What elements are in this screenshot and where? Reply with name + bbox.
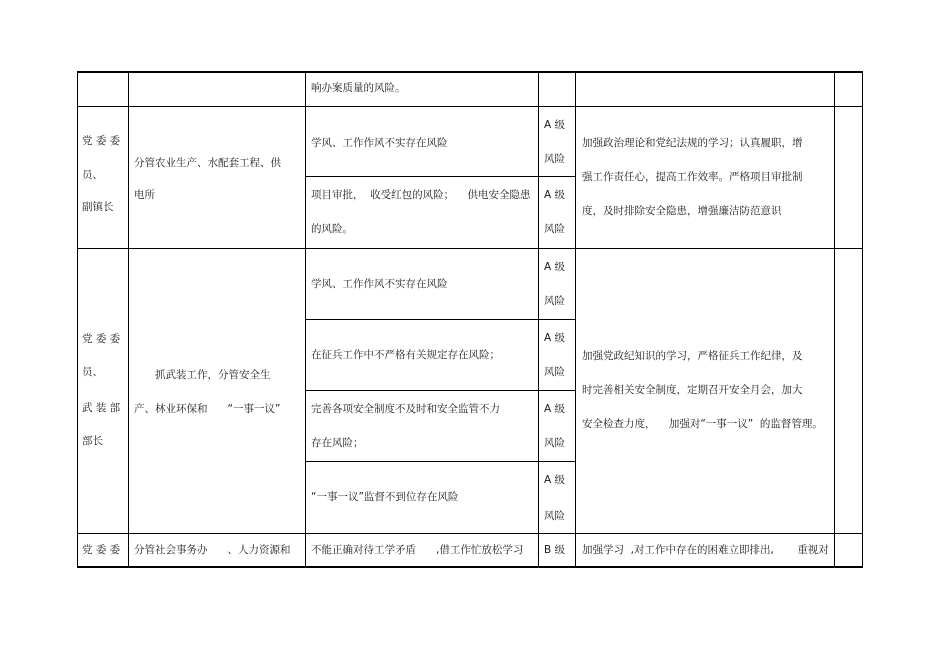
risk-text: 不能正确对待工学矛盾 ,借工作忙放松学习 ， — [311, 544, 548, 556]
role-cell: 副镇长 — [82, 201, 114, 213]
role-cell: 党 委 委 — [82, 135, 121, 147]
duty-cell: 产、林业环保和 “一事一议” — [134, 403, 281, 415]
risk-text: 响办案质量的风险。 — [311, 82, 406, 94]
risk-text: 完善各项安全制度不及时和安全监管不力 — [311, 403, 500, 415]
table-top-border — [77, 71, 863, 73]
risk-level: A 级 — [544, 119, 566, 131]
col-divider — [538, 71, 539, 567]
col-divider — [128, 71, 129, 567]
risk-level: A 级 — [544, 474, 566, 486]
measure-cell: 强工作责任心，提高工作效率。严格项目审批制 — [582, 171, 803, 183]
risk-level: A 级 — [544, 332, 566, 344]
risk-text: 学风、工作作风不实存在风险 — [311, 278, 448, 290]
measure-cell: 时完善相关安全制度，定期召开安全月会，加大 — [582, 384, 803, 396]
risk-divider — [305, 176, 575, 177]
risk-level: B 级 — [544, 544, 566, 556]
role-cell: 员、 — [82, 169, 103, 181]
risk-level: A 级 — [544, 261, 566, 273]
risk-level: A 级 — [544, 403, 566, 415]
risk-text: 存在风险； — [311, 437, 364, 449]
measure-cell: 加强学习 ,对工作中存在的困难立即排出, 重视对 — [582, 544, 829, 556]
risk-level: 风险 — [544, 366, 565, 378]
table-bottom-border — [77, 566, 863, 568]
duty-cell: 分管社会事务办 、人力资源和 — [134, 544, 291, 556]
duty-cell: 分管农业生产、水配套工程、供 — [134, 157, 281, 169]
risk-text: 的风险。 — [311, 223, 353, 235]
risk-text: 项目审批， 收受红包的风险； 供电安全隐患 — [311, 189, 531, 201]
col-divider — [834, 71, 835, 567]
role-cell: 员、 — [82, 366, 103, 378]
role-cell: 部长 — [82, 435, 103, 447]
col-divider — [862, 71, 863, 567]
col-divider — [77, 71, 78, 567]
row-divider — [77, 533, 863, 534]
col-divider — [575, 71, 576, 567]
row-divider — [77, 248, 863, 249]
risk-divider — [305, 390, 575, 391]
measure-cell: 加强政治理论和党纪法规的学习；认真履职，增 — [582, 137, 803, 149]
measure-cell: 加强党政纪知识的学习，严格征兵工作纪律，及 — [582, 350, 803, 362]
risk-divider — [305, 461, 575, 462]
risk-divider — [305, 319, 575, 320]
col-divider — [305, 71, 306, 567]
risk-level: 风险 — [544, 223, 565, 235]
risk-text: “一事一议”监督不到位存在风险 — [311, 491, 459, 503]
measure-cell: 度，及时排除安全隐患，增强廉洁防范意识 — [582, 205, 782, 217]
risk-text: 在征兵工作中不严格有关规定存在风险； — [311, 349, 500, 361]
risk-level: 风险 — [544, 153, 565, 165]
risk-level: A 级 — [544, 189, 566, 201]
risk-level: 风险 — [544, 295, 565, 307]
risk-level: 风险 — [544, 437, 565, 449]
role-cell: 武 装 部 — [82, 402, 121, 414]
duty-cell: 抓武装工作，分管安全生 — [155, 369, 271, 381]
risk-level: 风险 — [544, 510, 565, 522]
risk-text: 学风、工作作风不实存在风险 — [311, 137, 448, 149]
role-cell: 党 委 委 — [82, 333, 121, 345]
measure-cell: 安全检查力度， 加强对“一事一议” 的监督管理。 — [582, 418, 823, 430]
row-divider — [77, 106, 863, 107]
role-cell: 党 委 委 — [82, 544, 121, 556]
duty-cell: 电所 — [134, 189, 155, 201]
